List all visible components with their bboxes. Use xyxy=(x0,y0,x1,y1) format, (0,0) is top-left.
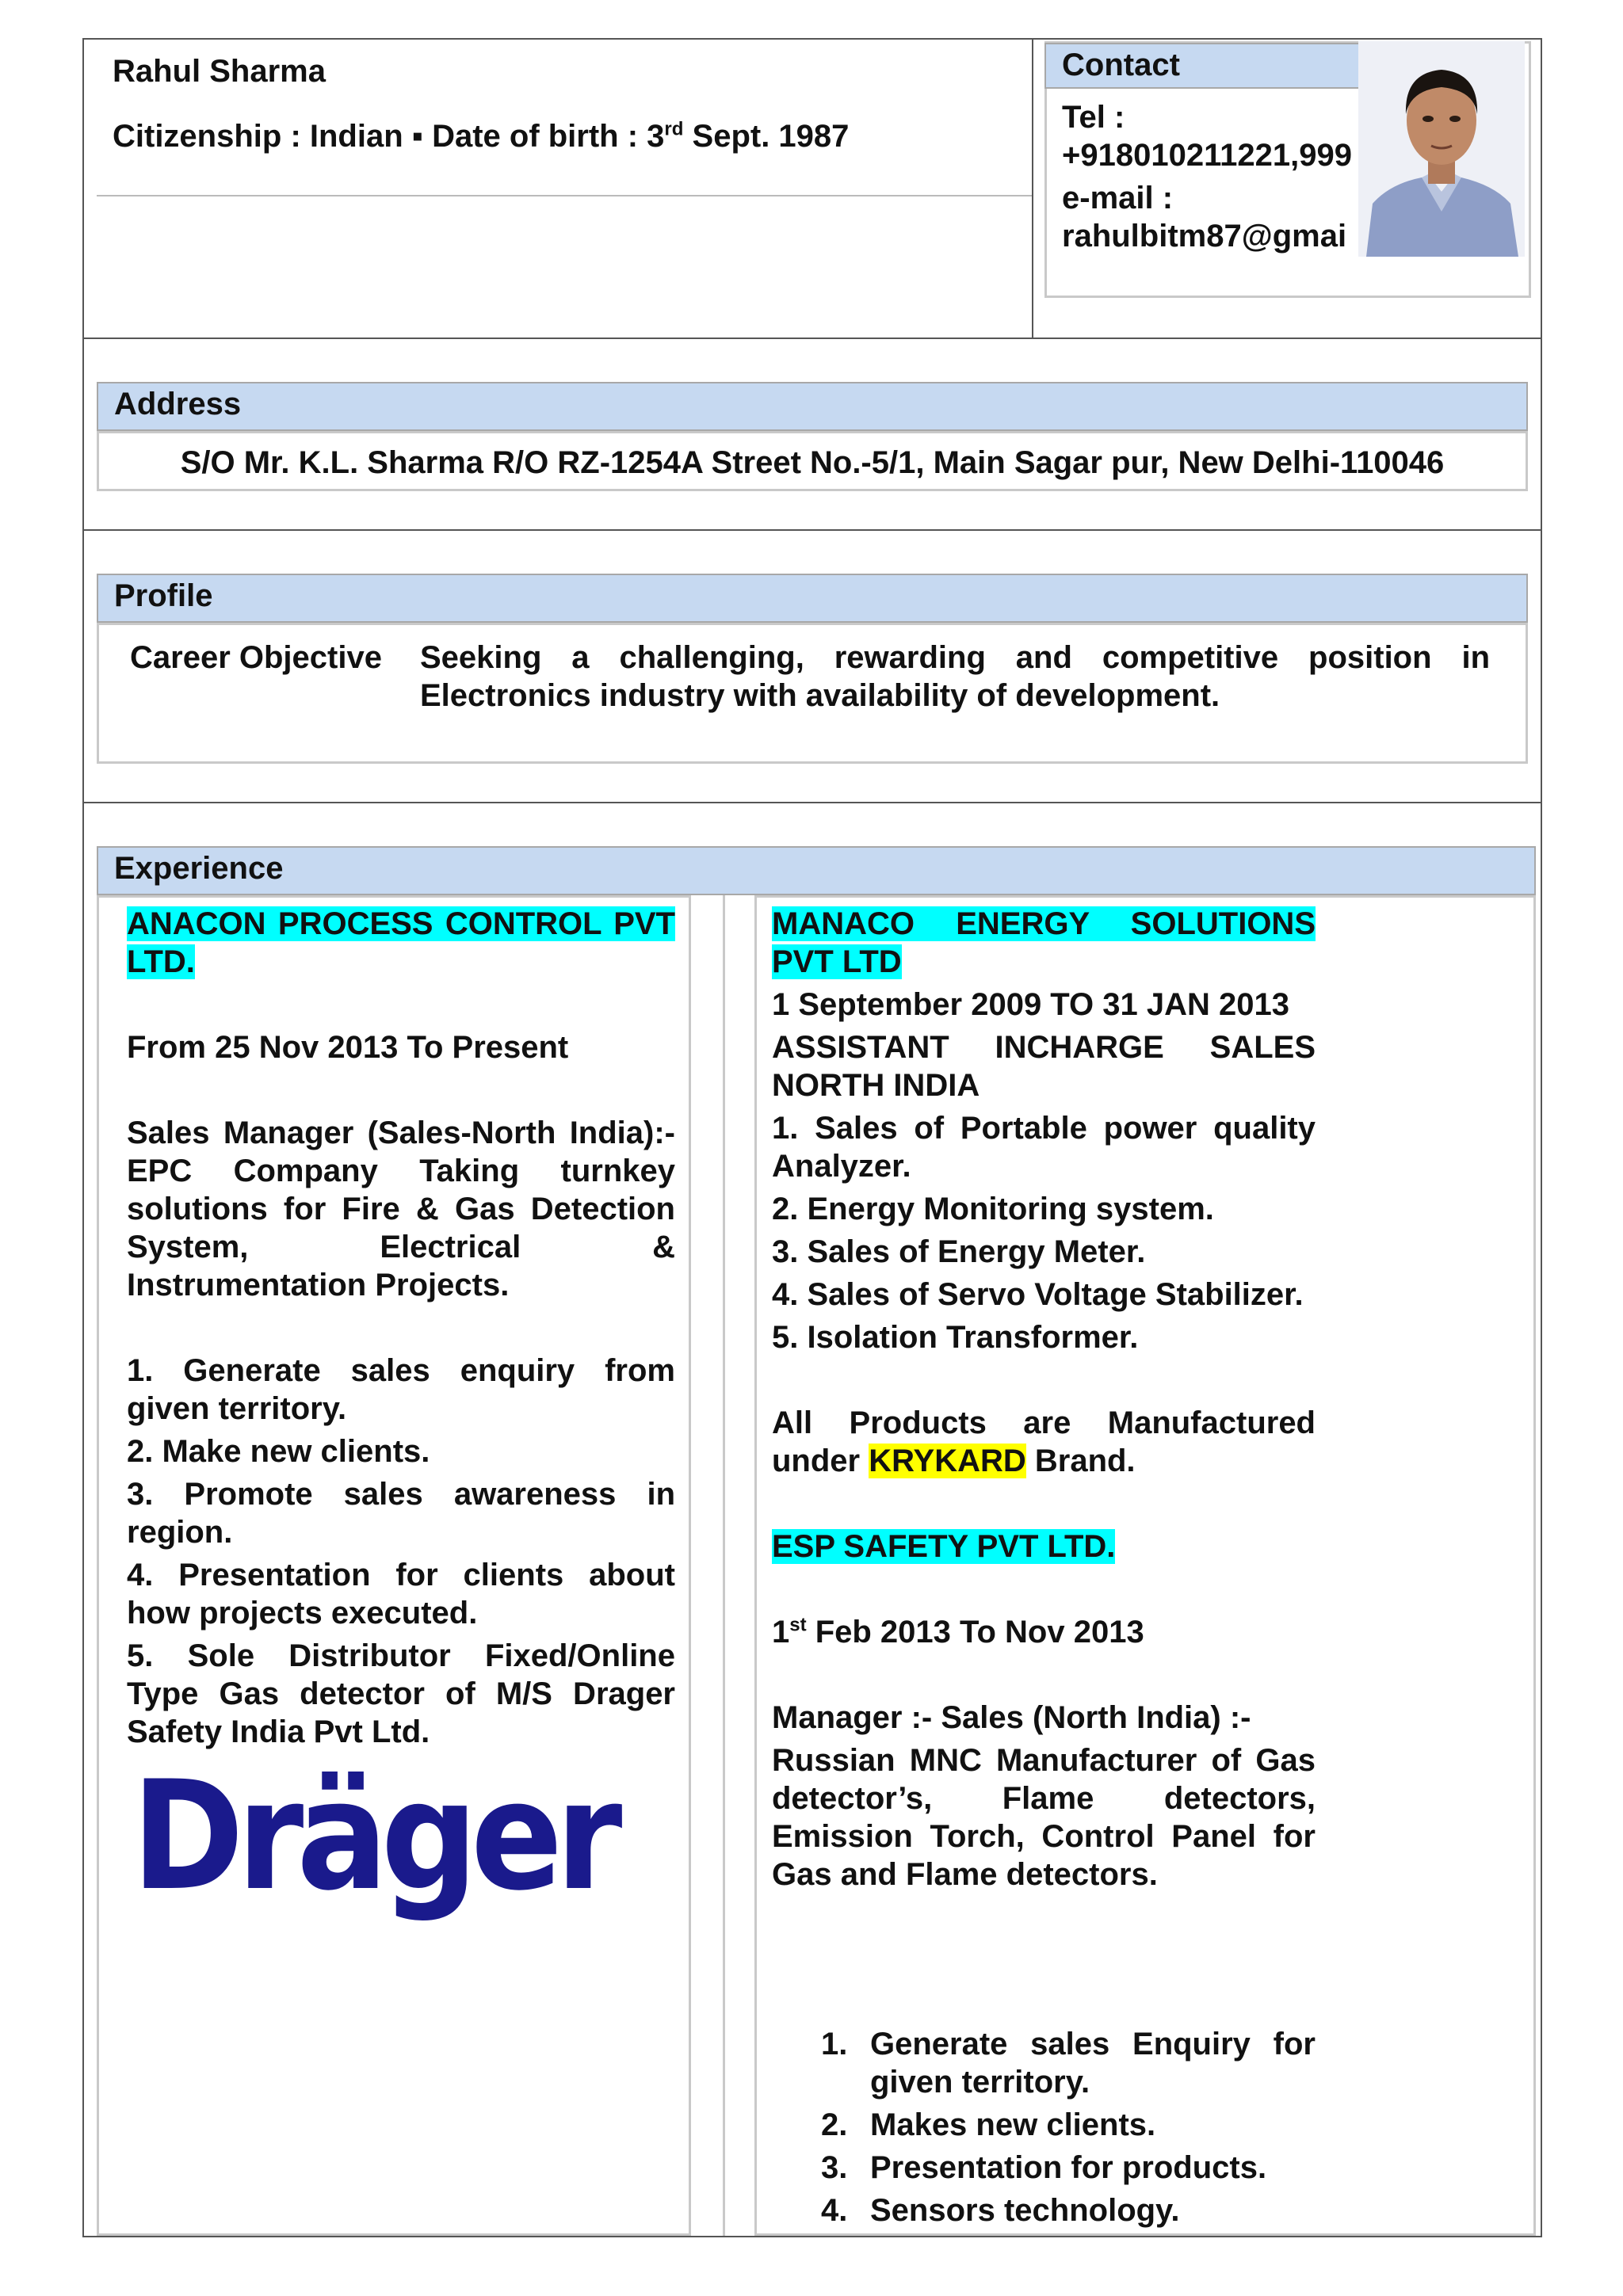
manaco-duty-2: 2. Energy Monitoring system. xyxy=(772,1192,1214,1226)
company-esp xyxy=(772,1527,1316,1566)
frame-left xyxy=(82,38,84,2237)
esp-duty-2 xyxy=(821,2106,1316,2144)
krykard-note-pre: All Products are Manufactured under xyxy=(772,1405,1316,1478)
anacon-duty-1: 1. Generate sales enquiry from given territory. xyxy=(127,1353,675,1426)
esp-duty-3-text: Presentation for products. xyxy=(870,2150,1267,2185)
esp-period xyxy=(772,1613,1316,1651)
experience-gap-divider xyxy=(723,895,725,2236)
candidate-name: Rahul Sharma xyxy=(113,54,326,89)
header-underline xyxy=(97,195,1033,196)
experience-title: Experience xyxy=(97,846,1536,895)
esp-period-suffix: st xyxy=(789,1614,807,1636)
esp-duty-2-text: Makes new clients. xyxy=(870,2107,1156,2142)
manaco-role: ASSISTANT INCHARGE SALES NORTH INDIA xyxy=(772,1030,1316,1103)
drager-logo-text: Dräger xyxy=(132,1749,616,1924)
anacon-duty-4: 4. Presentation for clients about how projects executed. xyxy=(127,1558,675,1630)
dob-month-year: Sept. 1987 xyxy=(683,119,850,154)
company-esp-name: ESP SAFETY PVT LTD. xyxy=(772,1529,1116,1564)
header-section xyxy=(82,38,1033,338)
esp-duty-4-text: Sensors technology. xyxy=(870,2193,1180,2228)
address-title: Address xyxy=(97,382,1528,431)
esp-duty-1 xyxy=(821,2025,1316,2101)
citizenship-line xyxy=(113,117,849,155)
anacon-duty-5: 5. Sole Distributor Fixed/Online Type Gas detector of M/S Drager Safety India Pvt Ltd. xyxy=(127,1638,675,1749)
contact-title: Contact xyxy=(1044,43,1369,89)
esp-period-rest: Feb 2013 To Nov 2013 xyxy=(806,1615,1144,1650)
profile-title: Profile xyxy=(97,574,1528,623)
company-anacon xyxy=(127,905,675,981)
company-manaco-name: MANACO ENERGY SOLUTIONS PVT LTD xyxy=(772,906,1316,979)
esp-period-day: 1 xyxy=(772,1615,790,1650)
header-divider xyxy=(1032,38,1033,338)
manaco-duty-1: 1. Sales of Portable power quality Analyzer. xyxy=(772,1111,1316,1184)
esp-duty-1-num: 1. xyxy=(821,2027,848,2061)
frame-right xyxy=(1541,38,1542,2237)
krykard-note-post: Brand. xyxy=(1025,1444,1136,1478)
company-anacon-name: ANACON PROCESS CONTROL PVT LTD. xyxy=(127,906,675,979)
esp-role-title: Manager :- Sales (North India) :- xyxy=(772,1700,1251,1735)
career-objective-text: Seeking a challenging, rewarding and competitive position in Electronics industry with availability of development. xyxy=(420,640,1490,713)
esp-duty-3 xyxy=(821,2149,1316,2187)
company-manaco xyxy=(772,905,1316,981)
divider-after-header xyxy=(82,338,1542,339)
manaco-period: 1 September 2009 TO 31 JAN 2013 xyxy=(772,987,1289,1022)
manaco-duty-3: 3. Sales of Energy Meter. xyxy=(772,1234,1146,1269)
divider-after-address xyxy=(82,529,1542,531)
anacon-duty-3: 3. Promote sales awareness in region. xyxy=(127,1477,675,1550)
frame-bottom xyxy=(82,2236,1542,2237)
manaco-duty-5: 5. Isolation Transformer. xyxy=(772,1320,1139,1355)
esp-role-desc: Russian MNC Manufacturer of Gas detector’s, Flame detectors, Emission Torch, Control Panel for Gas and Flame detectors. xyxy=(772,1743,1316,1892)
manaco-duty-4: 4. Sales of Servo Voltage Stabilizer. xyxy=(772,1277,1304,1312)
esp-duty-3-num: 3. xyxy=(821,2150,848,2185)
contact-email-label: e-mail : xyxy=(1062,181,1174,215)
experience-left-column xyxy=(127,905,675,1751)
address-text: S/O Mr. K.L. Sharma R/O RZ-1254A Street No.-5/1, Main Sagar pur, New Delhi-110046 xyxy=(180,445,1445,480)
anacon-role: Sales Manager (Sales-North India):- EPC Company Taking turnkey solutions for Fire & Gas Detection System, Electrical & Instrumentation Projects. xyxy=(127,1116,675,1302)
contact-tel-value: +918010211221,999 xyxy=(1062,138,1352,173)
contact-tel-label: Tel : xyxy=(1062,100,1125,135)
krykard-brand: KRYKARD xyxy=(869,1444,1026,1478)
krykard-note xyxy=(772,1404,1316,1480)
esp-duty-4 xyxy=(821,2191,1316,2229)
anacon-duty-2: 2. Make new clients. xyxy=(127,1434,430,1469)
divider-after-profile xyxy=(82,802,1542,803)
dob-suffix: rd xyxy=(664,118,684,140)
contact-email-value: rahulbitm87@gmai xyxy=(1062,219,1347,254)
esp-duty-2-num: 2. xyxy=(821,2107,848,2142)
esp-duty-1-text: Generate sales Enquiry for given territory. xyxy=(870,2027,1316,2100)
citizenship-text: Citizenship : Indian ▪ Date of birth : 3 xyxy=(113,119,665,154)
esp-duties-list xyxy=(821,2025,1316,2229)
esp-duty-4-num: 4. xyxy=(821,2193,848,2228)
experience-right-column xyxy=(772,905,1316,1894)
drager-logo xyxy=(132,1749,616,1924)
person-photo-icon xyxy=(1358,41,1525,257)
career-objective-label: Career Objective xyxy=(130,640,382,675)
anacon-period: From 25 Nov 2013 To Present xyxy=(127,1030,569,1065)
profile-photo xyxy=(1358,41,1525,257)
